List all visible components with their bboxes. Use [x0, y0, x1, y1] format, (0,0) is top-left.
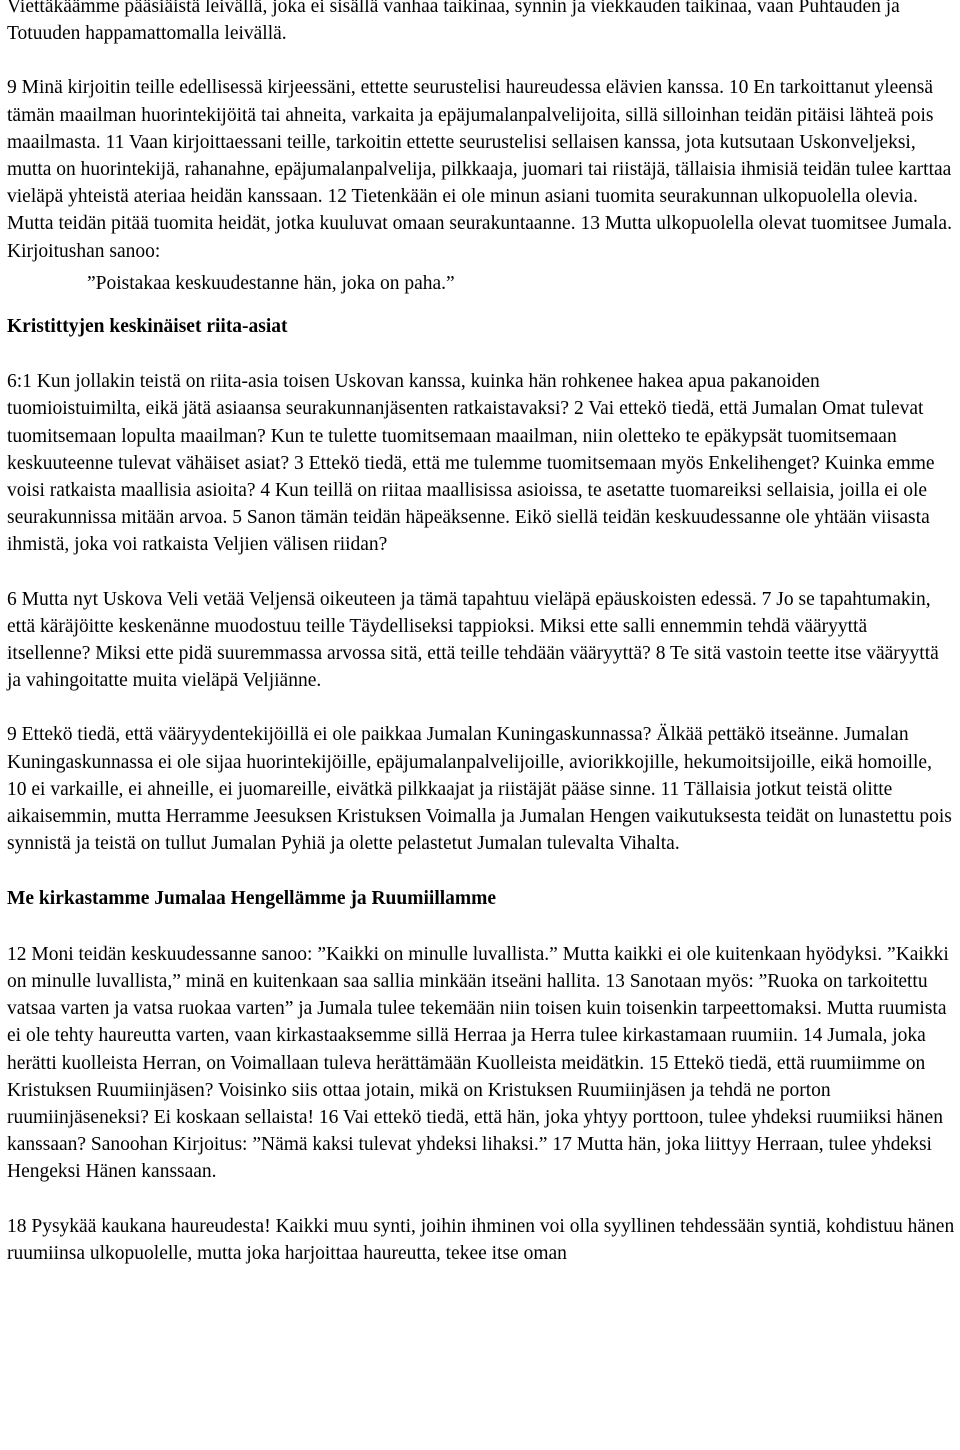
section-heading-glorify: Me kirkastamme Jumalaa Hengellämme ja Ruumiillamme — [7, 888, 497, 910]
scripture-quote: ”Poistakaa keskuudestanne hän, joka on paha.” — [87, 272, 455, 294]
paragraph-verses-9-13: 9 Minä kirjoitin teille edellisessä kirjeessäni, ettette seurustelisi haureudessa elävien kanssa. 10 En tarkoittanut yleensä tämän maailman huorintekijöitä tai ahneita, varkaita ja epäjumalanpalvelijoita, sillä silloinhan teidän pitäisi lähteä pois maailmasta. 11 Vaan kirjoittaessani teille, tarkoitin ettette seurustelisi sellaisen kanssa, jota kutsutaan Uskonveljeksi, mutta on huorintekijä, rahanahne, epäjumalanpalvelija, pilkkaaja, juomari tai riistäjä, tällaisia ihmisiä teidän tulee karttaa vieläpä yhteistä ateriaa heidän kanssaan. 12 Tietenkään ei ole minun asiani tuomita seurakunnan ulkopuolella olevia. Mutta teidän pitää tuomita heidät, jotka kuuluvat omaan seurakuntaanne. 13 Mutta ulkopuolella olevat tuomitsee Jumala. Kirjoitushan sanoo: — [7, 77, 952, 262]
paragraph-verses-12-17: 12 Moni teidän keskuudessanne sanoo: ”Kaikki on minulle luvallista.” Mutta kaikki ei ole kuitenkaan hyödyksi. ”Kaikki on minulle luvallista,” minä en kuitenkaan saa sallia minkään itseäni hallita. 13 Sanotaan myös: ”Ruoka on tarkoitettu vatsaa varten ja vatsa ruokaa varten” ja Jumala tulee tekemään niin toisen kuin toisenkin tarpeettomaksi. Mutta ruumista ei ole tehty haureutta varten, vaan kirkastaaksemme sillä Herraa ja Herra tulee kirkastamaan ruumiin. 14 Jumala, joka herätti kuolleista Herran, on Voimallaan tuleva herättämään Kuolleista meidätkin. 15 Ettekö tiedä, että ruumiimme on Kristuksen Ruumiinjäsen? Voisinko siis ottaa jotain, mikä on Kristuksen Ruumiinjäsen ja tehdä ne porton ruumiinjäseneksi? Ei koskaan sellaista! 16 Vai ettekö tiedä, että hän, joka yhtyy porttoon, tulee yhdeksi ruumiiksi hänen kanssaan? Sanoohan Kirjoitus: ”Nämä kaksi tulevat yhdeksi lihaksi.” 17 Mutta hän, joka liittyy Herraan, tulee yhdeksi Hengeksi Hänen kanssaan. — [7, 943, 949, 1183]
paragraph-intro: Viettäkäämme pääsiäistä leivällä, joka ei sisällä vanhaa taikinaa, synnin ja viekkauden taikinaa, vaan Puhtauden ja Totuuden happamattomalla leivällä. — [7, 0, 900, 45]
paragraph-verses-1-5: 6:1 Kun jollakin teistä on riita-asia toisen Uskovan kanssa, kuinka hän rohkenee hakea apua pakanoiden tuomioistuimilta, eikä jätä asiaansa seurakunnanjäsenten ratkaistavaksi? 2 Vai ettekö tiedä, että Jumalan Omat tulevat tuomitsemaan lopulta maailman? Kun te tulette tuomitsemaan maailman, niin oletteko te epäkypsät tuomitsemaan keskuuteenne tulevat vähäiset asiat? 3 Ettekö tiedä, että me tulemme tuomitsemaan myös Enkelihenget? Kuinka emme voisi ratkaista maallisia asioita? 4 Kun teillä on riitaa maallisissa asioissa, te asetatte tuomareiksi sellaisia, joilla ei ole seurakunnissa mitään arvoa. 5 Sanon tämän teidän häpeäksenne. Eikö siellä teidän keskuudessanne ole yhtään viisasta ihmistä, joka voi ratkaista Veljien välisen riidan? — [7, 371, 935, 556]
paragraph-verses-9-11: 9 Ettekö tiedä, että vääryydentekijöillä ei ole paikkaa Jumalan Kuningaskunnassa? Älkää pettäkö itseänne. Jumalan Kuningaskunnassa ei ole sijaa huorintekijöille, epäjumalanpalvelijoille, aviorikkojille, hekumoitsijoille, eikä homoille, 10 ei varkaille, ei ahneille, ei juomareille, eivätkä pilkkaajat ja riistäjät pääse sinne. 11 Tällaisia jotkut teistä olitte aikaisemmin, mutta Herramme Jeesuksen Kristuksen Voimalla ja Jumalan Hengen vaikutuksesta teidät on lunastettu pois synnistä ja teistä on tullut Jumalan Pyhiä ja olette pelastetut Jumalan tulevalta Vihalta. — [7, 724, 952, 855]
paragraph-verses-6-8: 6 Mutta nyt Uskova Veli vetää Veljensä oikeuteen ja tämä tapahtuu vieläpä epäuskoisten edessä. 7 Jo se tapahtumakin, että käräjöitte keskenänne muodostuu teille Täydelliseksi tappioksi. Miksi ette salli ennemmin tehdä vääryyttä itsellenne? Miksi ette pidä suuremmassa arvossa sitä, että teille tehdään vääryyttä? 8 Te sitä vastoin teette itse vääryyttä ja vahingoitatte muita vieläpä Veljiänne. — [7, 588, 939, 692]
paragraph-verse-18: 18 Pysykää kaukana haureudesta! Kaikki muu synti, joihin ihminen voi olla syyllinen tehdessään syntiä, kohdistuu hänen ruumiinsa ulkopuolelle, mutta joka harjoittaa haureutta, tekee itse oman — [7, 1215, 955, 1264]
document-page — [7, 0, 955, 1267]
section-heading-disputes: Kristittyjen keskinäiset riita-asiat — [7, 316, 288, 338]
